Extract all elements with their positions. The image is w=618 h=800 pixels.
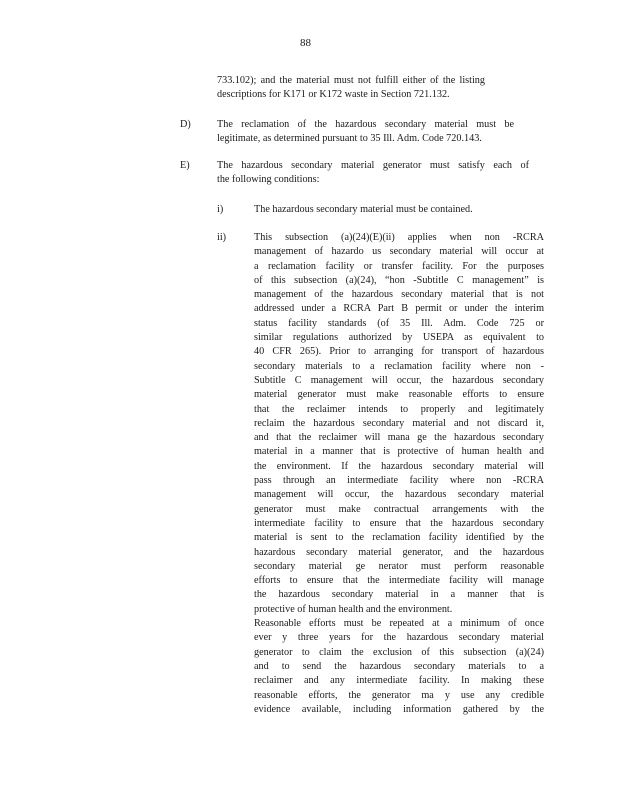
item-d-text xyxy=(217,118,514,147)
text-line: reasonable efforts, the generator ma y use any credible xyxy=(254,689,544,701)
text-line: material in a manner that is protective of human health and xyxy=(254,446,544,458)
text-line: generator to claim the exclusion of this subsection (a)(24) xyxy=(254,646,544,658)
continuation-paragraph xyxy=(217,74,485,103)
item-d-label: D) xyxy=(180,119,191,130)
text-line: material is sent to the reclamation facility identified by the xyxy=(254,532,544,544)
text-line: descriptions for K171 or K172 waste in Section 721.132. xyxy=(217,89,450,101)
text-line: of this subsection (a)(24), “hon -Subtitle C management” is xyxy=(254,274,544,286)
text-line: 733.102); and the material must not fulfill either of the listing xyxy=(217,75,485,86)
text-line: evidence available, including information gathered by the xyxy=(254,703,544,715)
text-line: and that the reclaimer will mana ge the hazardous secondary xyxy=(254,432,544,444)
item-i-text xyxy=(254,203,506,217)
text-line: generator must make contractual arrangements with the xyxy=(254,503,544,515)
text-line: that the reclaimer intends to properly and legitimately xyxy=(254,403,544,415)
item-e-text xyxy=(217,159,529,188)
text-line: the following conditions: xyxy=(217,174,320,186)
text-line: The hazardous secondary material must be contained. xyxy=(254,204,473,215)
text-line: similar regulations authorized by USEPA as equivalent to xyxy=(254,332,544,344)
text-line: and to send the hazardous secondary materials to a xyxy=(254,660,544,672)
text-line: material generator must make reasonable efforts to ensure xyxy=(254,389,544,401)
text-line: legitimate, as determined pursuant to 35 Ill. Adm. Code 720.143. xyxy=(217,133,482,145)
page-number: 88 xyxy=(300,37,311,49)
text-line: ever y three years for the hazardous secondary material xyxy=(254,632,544,644)
text-line: the environment. If the hazardous secondary material will xyxy=(254,460,544,472)
text-line: addressed under a RCRA Part B permit or under the interim xyxy=(254,303,544,315)
text-line: status facility standards (of 35 Ill. Adm. Code 725 or xyxy=(254,317,544,329)
text-line: the hazardous secondary material in a manner that is xyxy=(254,589,544,601)
text-line: protective of human health and the environment. xyxy=(254,603,453,615)
text-line: 40 CFR 265). Prior to arranging for transport of hazardous xyxy=(254,346,544,358)
text-line: reclaimer and any intermediate facility. In making these xyxy=(254,675,544,687)
text-line: management will occur, the hazardous secondary material xyxy=(254,489,544,501)
text-line: Reasonable efforts must be repeated at a minimum of once xyxy=(254,618,544,630)
text-line: pass through an intermediate facility where non -RCRA xyxy=(254,475,544,487)
text-line: efforts to ensure that the intermediate facility will manage xyxy=(254,575,544,587)
text-line: a reclamation facility or transfer facility. For the purposes xyxy=(254,260,544,272)
text-line: management of hazardo us secondary material will occur at xyxy=(254,246,544,258)
text-line: The reclamation of the hazardous secondary material must be xyxy=(217,119,514,130)
item-ii-label: ii) xyxy=(217,232,227,243)
text-line: secondary material ge nerator must perform reasonable xyxy=(254,560,544,572)
text-line: reclaim the hazardous secondary material and not discard it, xyxy=(254,417,544,429)
text-line: hazardous secondary material generator, and the hazardous xyxy=(254,546,544,558)
item-e-label: E) xyxy=(180,160,190,171)
item-i-label: i) xyxy=(217,204,224,215)
item-ii-text xyxy=(254,231,544,717)
text-line: The hazardous secondary material generator must satisfy each of xyxy=(217,160,529,171)
text-line: This subsection (a)(24)(E)(ii) applies when non -RCRA xyxy=(254,232,544,243)
text-line: Subtitle C management will occur, the hazardous secondary xyxy=(254,374,544,386)
text-line: management of the hazardous secondary material that is not xyxy=(254,289,544,301)
text-line: intermediate facility to ensure that the hazardous secondary xyxy=(254,517,544,529)
text-line: secondary materials to a reclamation facility where non - xyxy=(254,360,544,372)
